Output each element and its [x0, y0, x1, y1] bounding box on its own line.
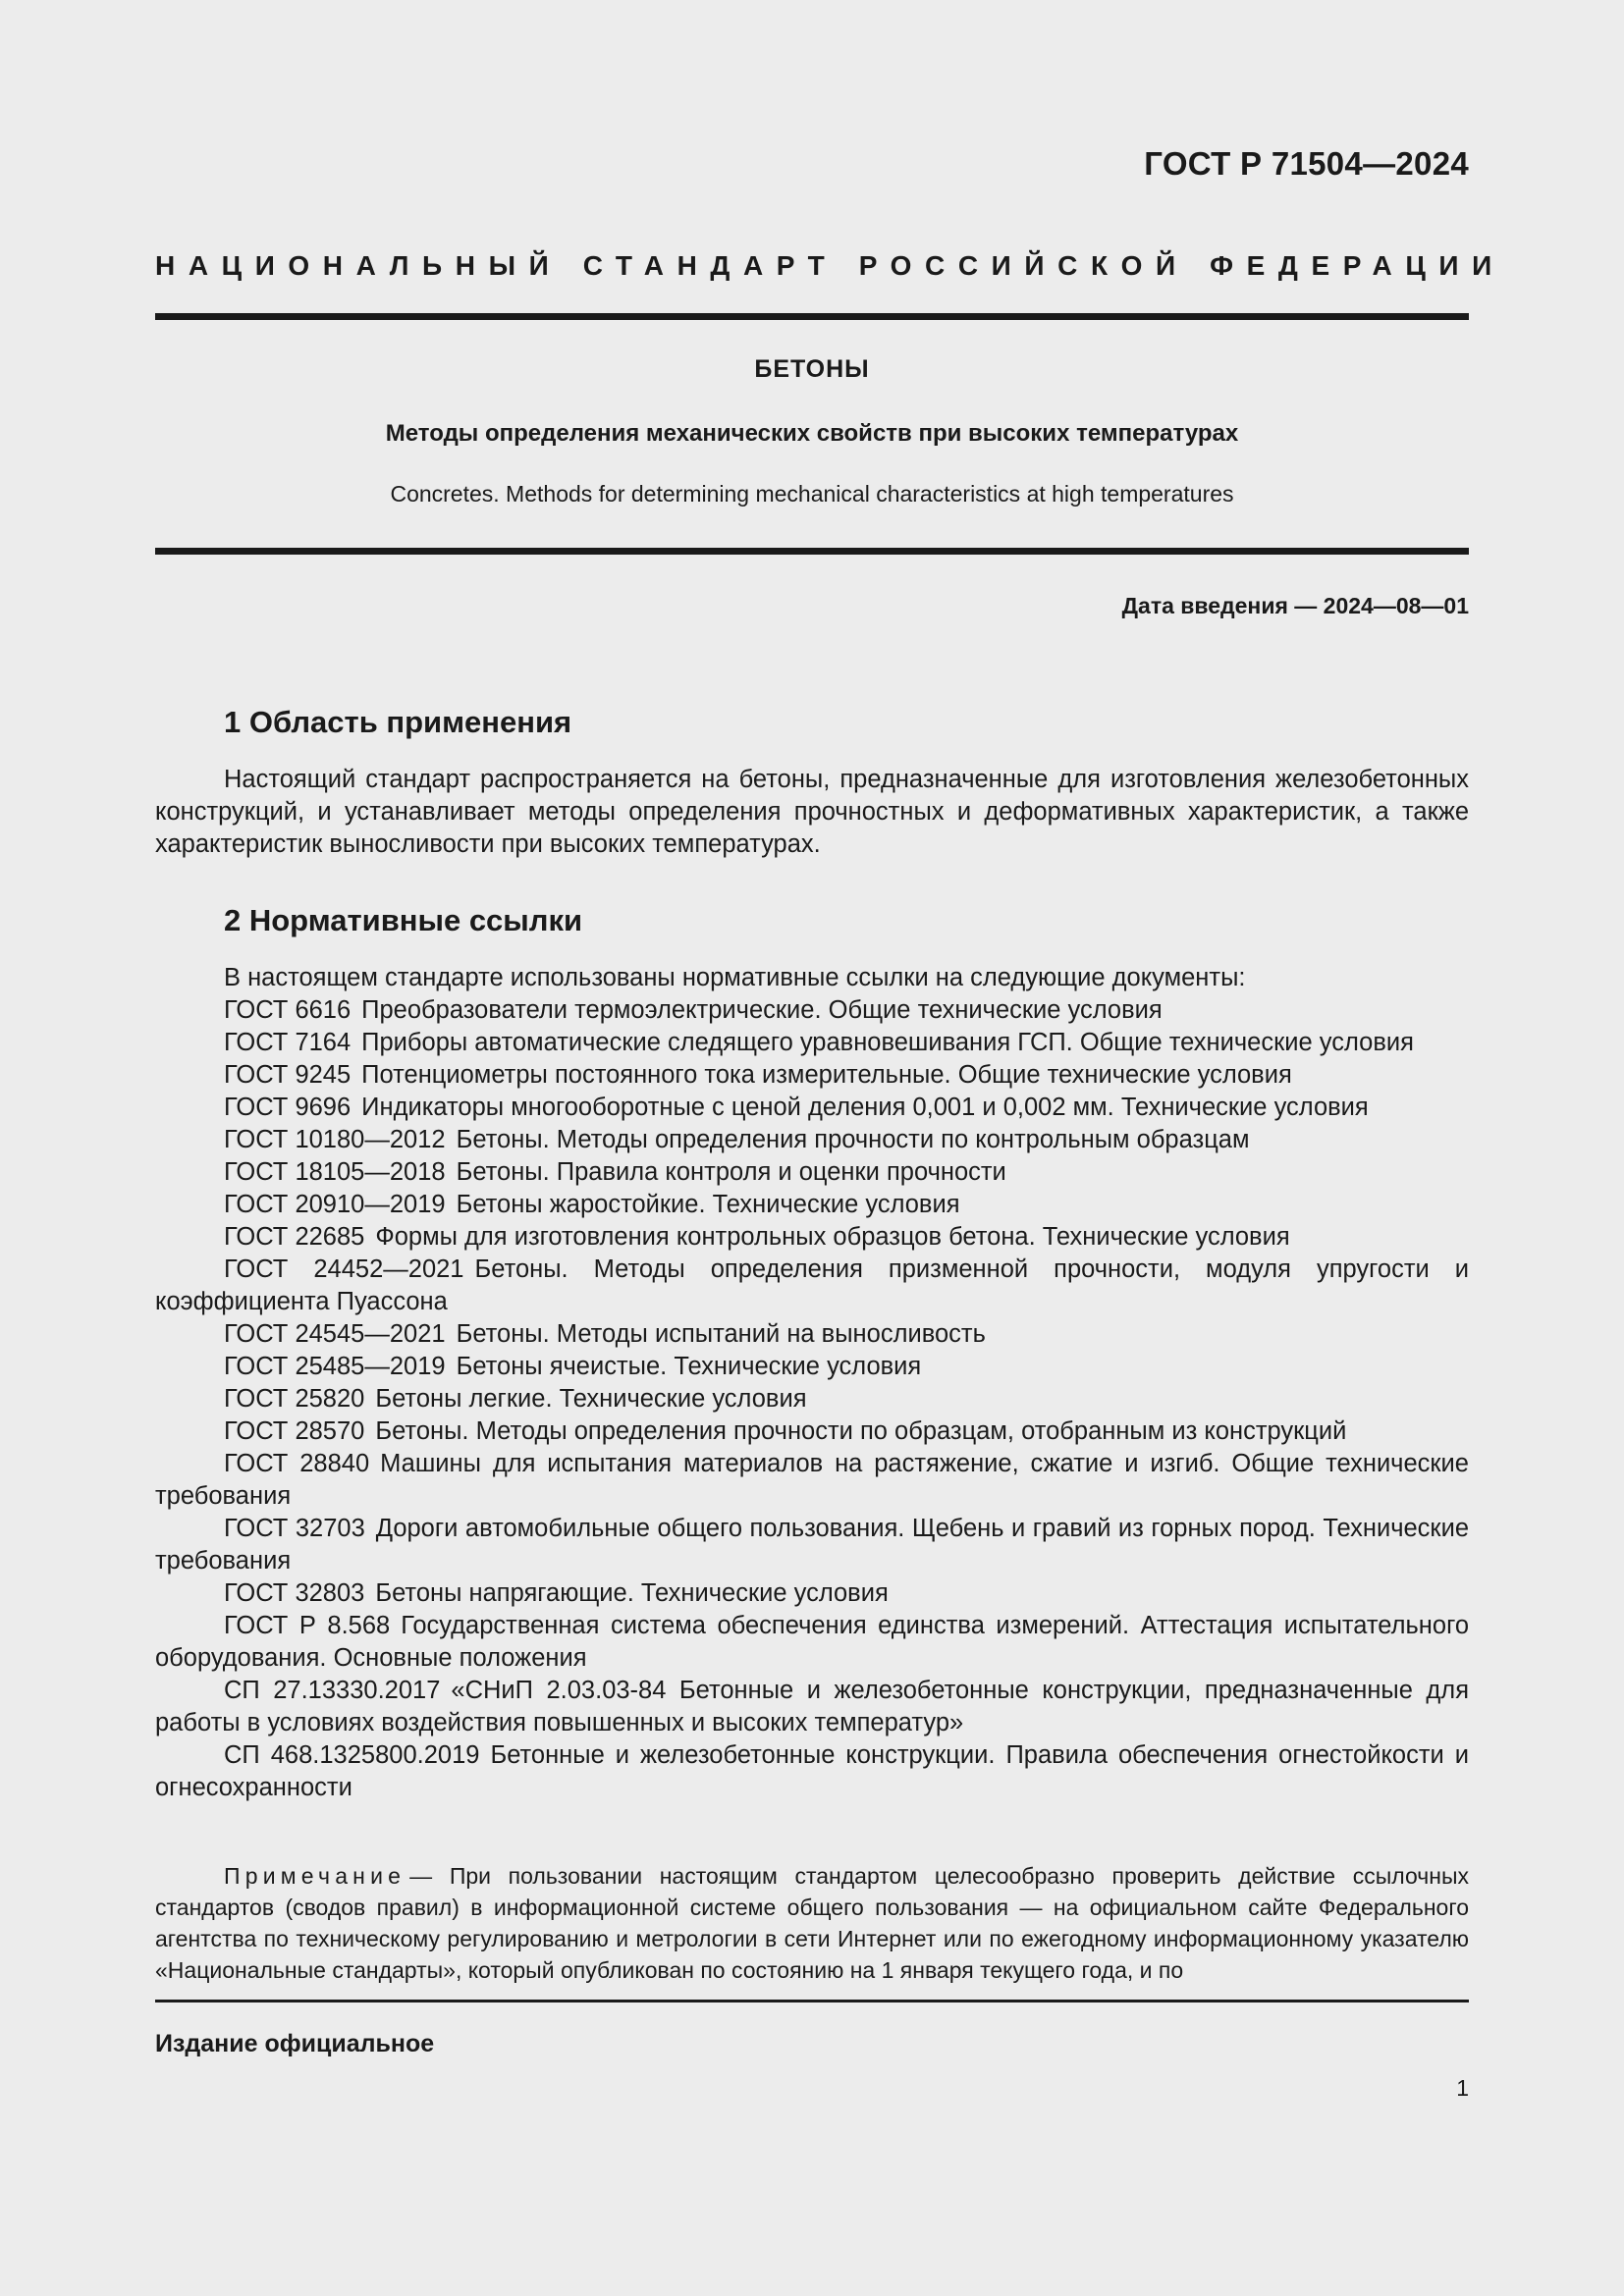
reference-title: Бетоны ячеистые. Технические условия — [456, 1353, 922, 1380]
reference-item — [155, 1059, 1469, 1092]
reference-code: ГОСТ Р 8.568 — [224, 1612, 391, 1639]
reference-code: ГОСТ 18105—2018 — [224, 1158, 446, 1186]
reference-code: ГОСТ 7164 — [224, 1029, 352, 1056]
note — [155, 1860, 1469, 1986]
reference-item — [155, 1513, 1469, 1577]
top-divider — [155, 313, 1469, 320]
english-title: Concretes. Methods for determining mechanical characteristics at high temperatures — [390, 481, 1234, 507]
reference-title: Формы для изготовления контрольных образцов бетона. Технические условия — [375, 1223, 1290, 1251]
reference-title: Индикаторы многооборотные с ценой деления 0,001 и 0,002 мм. Технические условия — [361, 1094, 1369, 1121]
section-2-heading: 2 Нормативные ссылки — [224, 903, 583, 937]
note-text: — При пользовании настоящим стандартом целесообразно проверить действие ссылочных стандартов (сводов правил) в информационной системе общего пользования — на официальном сайте Федерального агентства по техническому регулированию и метрологии в сети Интернет или по ежегодному информационному указателю «Национальные стандарты», который опубликован по состоянию на 1 января текущего года, и по — [155, 1863, 1469, 1983]
reference-item — [155, 1318, 1469, 1351]
reference-code: ГОСТ 9245 — [224, 1061, 352, 1089]
reference-title: Бетонные и железобетонные конструкции. Правила обеспечения огнестойкости и огнесохранности — [155, 1741, 1469, 1801]
reference-item — [155, 1383, 1469, 1415]
reference-item — [155, 1254, 1469, 1318]
reference-code: ГОСТ 28840 — [224, 1450, 370, 1477]
reference-title: Преобразователи термоэлектрические. Общие технические условия — [361, 996, 1163, 1024]
reference-title: Бетоны. Методы определения прочности по контрольным образцам — [456, 1126, 1250, 1153]
note-label: Примечание — [224, 1863, 406, 1889]
reference-title: Приборы автоматические следящего уравновешивания ГСП. Общие технические условия — [361, 1029, 1414, 1056]
reference-code: ГОСТ 20910—2019 — [224, 1191, 446, 1218]
reference-code: ГОСТ 9696 — [224, 1094, 352, 1121]
document-title: БЕТОНЫ — [754, 355, 870, 383]
reference-title: Бетоны жаростойкие. Технические условия — [456, 1191, 960, 1218]
national-standard-line: НАЦИОНАЛЬНЫЙ СТАНДАРТ РОССИЙСКОЙ ФЕДЕРАЦИИ — [155, 250, 1505, 281]
reference-item — [155, 1577, 1469, 1610]
reference-title: Машины для испытания материалов на растяжение, сжатие и изгиб. Общие технические требования — [155, 1450, 1469, 1510]
section-1-heading: 1 Область применения — [224, 705, 572, 739]
reference-code: ГОСТ 10180—2012 — [224, 1126, 446, 1153]
reference-item — [155, 1092, 1469, 1124]
reference-item — [155, 1124, 1469, 1156]
standard-code: ГОСТ Р 71504—2024 — [1144, 145, 1469, 182]
reference-code: ГОСТ 22685 — [224, 1223, 365, 1251]
reference-item — [155, 1027, 1469, 1059]
reference-code: ГОСТ 28570 — [224, 1417, 365, 1445]
introduction-date: Дата введения — 2024—08—01 — [1121, 593, 1469, 618]
reference-item — [155, 1610, 1469, 1675]
reference-code: ГОСТ 6616 — [224, 996, 352, 1024]
reference-title: Бетоны напрягающие. Технические условия — [375, 1579, 889, 1607]
reference-code: ГОСТ 32703 — [224, 1515, 365, 1542]
reference-code: ГОСТ 25820 — [224, 1385, 365, 1413]
reference-code: СП 468.1325800.2019 — [224, 1741, 480, 1769]
reference-title: Потенциометры постоянного тока измерительные. Общие технические условия — [361, 1061, 1292, 1089]
reference-code: ГОСТ 25485—2019 — [224, 1353, 446, 1380]
reference-title: Бетоны. Методы определения прочности по образцам, отобранным из конструкций — [375, 1417, 1347, 1445]
page-number: 1 — [1456, 2075, 1469, 2101]
reference-code: ГОСТ 24545—2021 — [224, 1320, 446, 1348]
reference-item — [155, 1675, 1469, 1739]
section-1-text: Настоящий стандарт распространяется на бетоны, предназначенные для изготовления железобетонных конструкций, и устанавливает методы определения прочностных и деформативных характеристик, а также характеристик выносливости при высоких температурах. — [155, 766, 1469, 858]
reference-title: Бетоны. Методы определения призменной прочности, модуля упругости и коэффициента Пуассона — [155, 1255, 1470, 1315]
reference-item — [155, 1156, 1469, 1189]
reference-item — [155, 1448, 1469, 1513]
reference-item — [155, 1189, 1469, 1221]
reference-code: ГОСТ 24452—2021 — [224, 1255, 464, 1283]
reference-title: Бетоны. Правила контроля и оценки прочности — [456, 1158, 1006, 1186]
edition-label: Издание официальное — [155, 2030, 435, 2057]
reference-title: Государственная система обеспечения единства измерений. Аттестация испытательного оборудования. Основные положения — [155, 1612, 1469, 1672]
references-intro: В настоящем стандарте использованы нормативные ссылки на следующие документы: — [224, 964, 1246, 991]
reference-title: «СНиП 2.03.03-84 Бетонные и железобетонные конструкции, предназначенные для работы в условиях воздействия повышенных и высоких температур» — [155, 1677, 1469, 1736]
reference-item — [155, 1739, 1469, 1804]
reference-title: Бетоны. Методы испытаний на выносливость — [456, 1320, 986, 1348]
reference-item — [155, 1221, 1469, 1254]
reference-title: Дороги автомобильные общего пользования. Щебень и гравий из горных пород. Технические требования — [155, 1515, 1469, 1575]
reference-code: ГОСТ 32803 — [224, 1579, 365, 1607]
reference-code: СП 27.13330.2017 — [224, 1677, 441, 1704]
title-divider — [155, 548, 1469, 555]
reference-item — [155, 1415, 1469, 1448]
footer-divider — [155, 2000, 1469, 2002]
reference-title: Бетоны легкие. Технические условия — [375, 1385, 807, 1413]
reference-item — [155, 1351, 1469, 1383]
references-list — [155, 962, 1469, 1804]
document-subtitle: Методы определения механических свойств при высоких температурах — [385, 420, 1239, 447]
reference-item — [155, 994, 1469, 1027]
